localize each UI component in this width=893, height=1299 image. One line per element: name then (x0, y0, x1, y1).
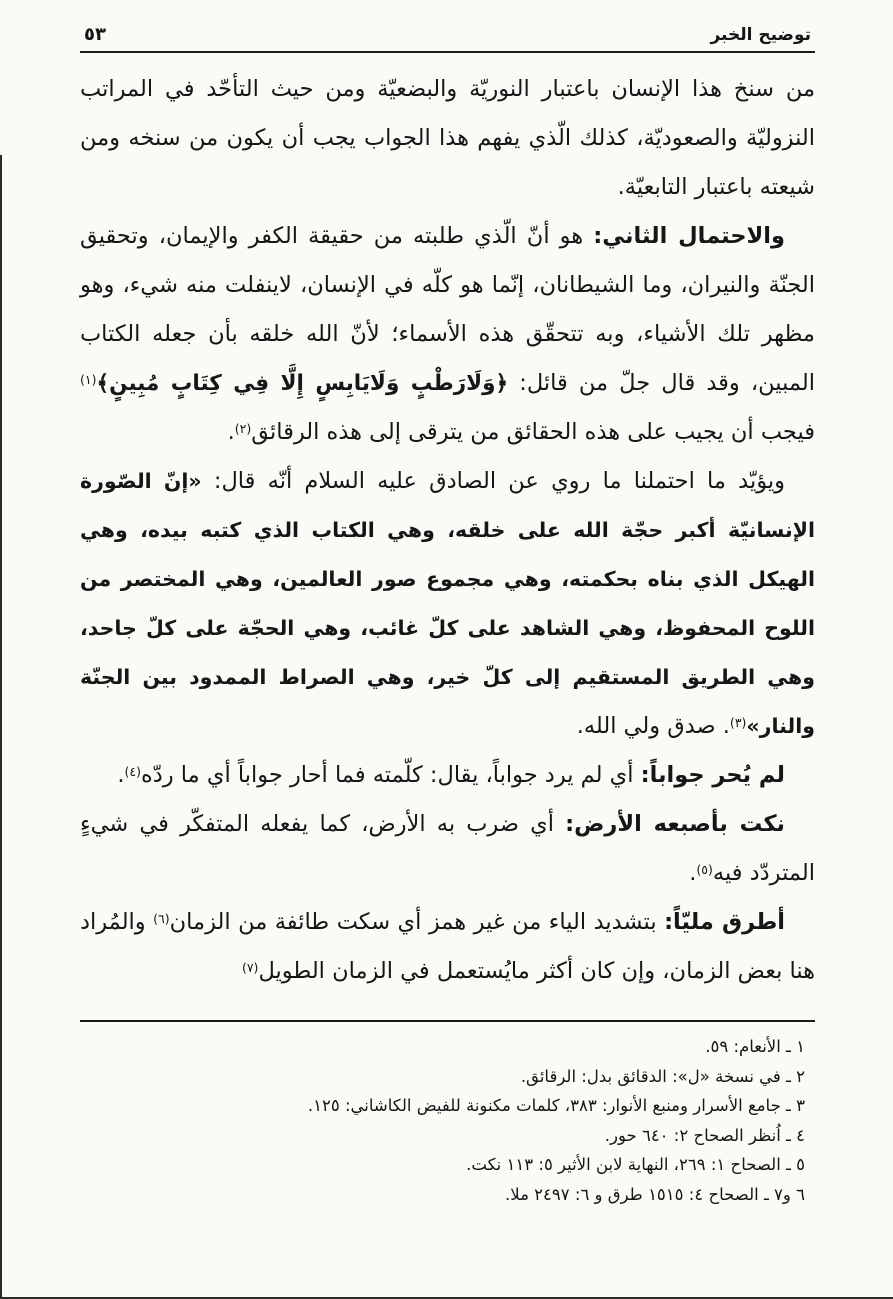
paragraph-text: . صدق ولي الله. (576, 713, 730, 739)
paragraph-2 (80, 212, 815, 457)
footnote-2: ٢ ـ في نسخة «ل»: الدقائق بدل: الرقائق. (520, 1066, 805, 1086)
footnote-marker-3: (٣) (729, 715, 747, 730)
header-rule (80, 51, 815, 53)
paragraph-5 (80, 800, 815, 898)
footnote-marker-5: (٥) (696, 862, 713, 877)
footnote-marker-7: (٧) (241, 960, 259, 975)
body-text (80, 65, 815, 996)
lead-term: لم يُحر جواباً: (640, 762, 785, 788)
footnote-6: ٦ و٧ ـ الصحاح ٤: ١٥١٥ طرق و ٦: ٢٤٩٧ ملا. (504, 1184, 805, 1204)
paragraph-text: أي ضرب به الأرض، كما يفعله المتفكّر في شيءٍ المتردّد فيه (80, 811, 815, 886)
quran-verse: ﴿وَلَارَطْبٍ وَلَايَابِسٍ إِلَّا فِي كِتَابٍ مُبِينٍ﴾ (96, 371, 509, 396)
footnote-marker-1: (١) (80, 372, 97, 387)
footnotes-section (80, 1020, 815, 1209)
paragraph-text: من سنخ هذا الإنسان باعتبار النوريّة والبضعيّة ومن حيث التأحّد في المراتب النزوليّة والصعوديّة، كذلك الّذي يفهم هذا الجواب يجب أن يكون من سنخه ومن شيعته باعتبار التابعيّة. (80, 76, 815, 200)
footnote-separator (80, 1020, 815, 1022)
paragraph-text: ويؤيّد ما احتملنا ما روي عن الصادق عليه السلام أنّه قال: (201, 468, 785, 494)
footnote-4: ٤ ـ اُنظر الصحاح ٢: ٦٤٠ حور. (604, 1125, 805, 1145)
paragraph-text: . (227, 419, 235, 445)
footnote-5: ٥ ـ الصحاح ١: ٢٦٩، النهاية لابن الأثير ٥: ١١٣ نكت. (466, 1155, 805, 1174)
paragraph-text: . (689, 860, 697, 886)
page-header (80, 24, 815, 51)
page-number: ٥٣ (84, 24, 106, 45)
running-title: توضيح الخبر (710, 25, 811, 45)
paragraph-text: بتشديد الياء من غير همز أي سكت طائفة من الزمان (169, 909, 665, 935)
paragraph-text: فيجب أن يجيب على هذه الحقائق من يترقى إلى هذه الرقائق (251, 419, 815, 445)
paragraph-text: . (117, 762, 125, 788)
paragraph-4 (80, 751, 815, 800)
footnote-marker-2: (٢) (234, 421, 252, 436)
paragraph-1 (80, 65, 815, 212)
paragraph-3 (80, 457, 815, 751)
footnote-1: ١ ـ الأنعام: ٥٩. (705, 1037, 805, 1056)
paragraph-6 (80, 898, 815, 996)
paragraph-text: أي لم يرد جواباً، يقال: كلّمته فما أحار جواباً أي ما ردّه (140, 762, 641, 788)
footnote-3: ٣ ـ جامع الأسرار ومنبع الأنوار: ٣٨٣، كلمات مكنونة للفيض الكاشاني: ١٢٥. (307, 1096, 805, 1115)
paragraph-text: والمُراد هنا بعض الزمان، وإن كان أكثر مايُستعمل في الزمان الطويل (80, 909, 815, 984)
lead-term: والاحتمال الثاني: (593, 223, 786, 249)
scan-artifact-left-edge (0, 155, 2, 1299)
hadith-quote: «إنّ الصّورة الإنسانيّة أكبر حجّة الله على خلقه، وهي الكتاب الذي كتبه بيده، وهي الهيكل الذي بناه بحكمته، وهي مجموع صور العالمين، وهي المختصر من اللوح المحفوظ، وهي الشاهد على كلّ غائب، وهي الحجّة على كلّ جاحد، وهي الطريق المستقيم إلى كلّ خير، وهي الصراط الممدود بين الجنّة والنار» (80, 469, 815, 738)
lead-term: نكت بأصبعه الأرض: (565, 811, 786, 837)
lead-term: أطرق مليّاً: (664, 909, 785, 935)
footnote-marker-6: (٦) (153, 911, 170, 926)
footnote-marker-4: (٤) (124, 764, 141, 779)
paragraph-text: هو أنّ الّذي طلبته من حقيقة الكفر والإيمان، وتحقيق الجنّة والنيران، وما الشيطانان، إنّما هو كلّه في الإنسان، لاينفلت منه شيء، وهو مظهر تلك الأشياء، وبه تتحقّق هذه الأسماء؛ لأنّ الله خلقه بأن جعله الكتاب المبين، وقد قال جلّ من قائل: (80, 223, 815, 396)
